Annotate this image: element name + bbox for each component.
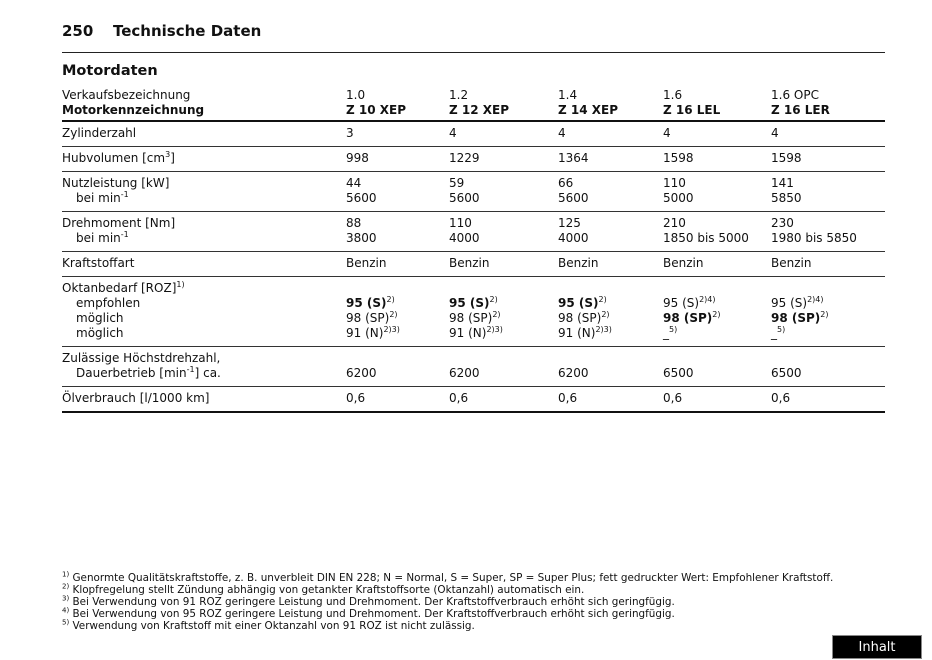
cell: 6200 [558, 366, 589, 380]
engine-code: Z 14 XEP [558, 103, 618, 117]
footnote: $^{4)}$ Bei Verwendung von 95 ROZ geringere Leistung und Drehmoment. Der Kraftstoffverbrauch erhöht sich geringfügig. [62, 606, 675, 620]
table-row [62, 252, 885, 277]
cell: 59 5600 [449, 176, 480, 205]
cell: 6200 [346, 366, 377, 380]
engine-code: Z 16 LER [771, 103, 830, 117]
cell: 6500 [663, 366, 694, 380]
sales-name: 1.2 [449, 88, 469, 102]
column-header [663, 88, 771, 121]
cell: Benzin [449, 256, 490, 270]
page-number: 250 [62, 22, 94, 40]
cell: Benzin [346, 256, 387, 270]
cell: 110 5000 [663, 176, 694, 205]
header-labels [62, 88, 346, 121]
row-label: Hubvolumen $[cm^3]$ [62, 150, 175, 165]
cell: 95 $(S)^{2)}$ 98 (SP)$^{2)}$ 91 $(N)^{2)3)}$ [449, 295, 503, 340]
cell: 0,6 [346, 391, 366, 405]
page-header [62, 21, 885, 53]
cell: 125 4000 [558, 216, 589, 245]
cell: 4 [663, 126, 671, 140]
cell: 998 [346, 151, 369, 165]
sales-name: 1.4 [558, 88, 578, 102]
table-row [62, 387, 885, 413]
footnote: $^{2)}$ Klopfregelung stellt Zündung abhängig von getankter Kraftstoffsorte (Oktanzahl) automatisch ein. [62, 582, 585, 596]
cell: Benzin [663, 256, 704, 270]
cell: 95 $(S)^{2)}$ 98 (SP)$^{2)}$ 91 $(N)^{2)3)}$ [558, 295, 612, 340]
inhalt-button[interactable]: Inhalt [832, 635, 922, 659]
cell: 4 [449, 126, 457, 140]
cell: Benzin [771, 256, 812, 270]
cell: 230 1980 bis 5850 [771, 216, 857, 245]
table-row [62, 212, 885, 252]
cell: 4 [771, 126, 779, 140]
engine-code: Z 12 XEP [449, 103, 509, 117]
engine-code: Z 10 XEP [346, 103, 406, 117]
row-label: Oktanbedarf [ROZ]$^{1)}$ empfohlen möglich möglich [62, 280, 185, 340]
cell: 6200 [449, 366, 480, 380]
engine-code: Z 16 LEL [663, 103, 721, 117]
row-label: Zylinderzahl [62, 126, 137, 140]
table-row [62, 277, 885, 347]
table-row [62, 121, 885, 147]
chapter-title: Technische Daten [113, 22, 262, 40]
column-header [449, 88, 558, 121]
row-label: Ölverbrauch [l/1000 km] [62, 391, 210, 405]
row-label: Zulässige Höchstdrehzahl, Dauerbetrieb $[\min^{-1}]$ ca. [62, 351, 221, 380]
cell: 95 $(S)^{2)4)}$ 98 (SP)$^{2)}$ _$^{5)}$ [771, 295, 829, 340]
sales-name: 1.0 [346, 88, 366, 102]
cell: 0,6 [771, 391, 791, 405]
cell: 6500 [771, 366, 802, 380]
table-row [62, 172, 885, 212]
cell: 88 3800 [346, 216, 377, 245]
cell: 95 $(S)^{2)}$ 98 (SP)$^{2)}$ 91 $(N)^{2)3)}$ [346, 295, 400, 340]
cell: 3 [346, 126, 354, 140]
cell: 1598 [663, 151, 694, 165]
footnote: $^{1)}$ Genormte Qualitätskraftstoffe, z. B. unverbleit DIN EN 228; N = Normal, S = Super, SP = Super Plus; fett gedruckter Wert: Empfohlener Kraftstoff. [62, 570, 834, 584]
row-label: Drehmoment [Nm] bei $\min^{-1}$ [62, 216, 176, 245]
cell: 0,6 [663, 391, 683, 405]
table-row [62, 347, 885, 387]
column-header [771, 88, 885, 121]
section-title: Motordaten [62, 63, 158, 79]
cell: 210 1850 bis 5000 [663, 216, 749, 245]
cell: 4 [558, 126, 566, 140]
engine-data-table [62, 88, 885, 413]
cell: 1364 [558, 151, 589, 165]
cell: Benzin [558, 256, 599, 270]
row-label: Nutzleistung [kW] bei $\min^{-1}$ [62, 176, 170, 205]
cell: 1229 [449, 151, 480, 165]
cell: 110 4000 [449, 216, 480, 245]
table-header-row [62, 88, 885, 121]
footnote: $^{5)}$ Verwendung von Kraftstoff mit einer Oktanzahl von 91 ROZ ist nicht zulässig. [62, 618, 475, 632]
cell: 1598 [771, 151, 802, 165]
cell: 95 $(S)^{2)4)}$ 98 (SP)$^{2)}$ _$^{5)}$ [663, 295, 721, 340]
engine-code-label: Motorkennzeichnung [62, 103, 205, 117]
cell: 0,6 [449, 391, 469, 405]
sales-name: 1.6 [663, 88, 683, 102]
row-label: Kraftstoffart [62, 256, 135, 270]
footnotes [62, 572, 882, 632]
column-header [558, 88, 663, 121]
column-header [346, 88, 449, 121]
sales-name-label: Verkaufsbezeichnung [62, 88, 191, 102]
footnote: $^{3)}$ Bei Verwendung von 91 ROZ geringere Leistung und Drehmoment. Der Kraftstoffverbrauch erhöht sich geringfügig. [62, 594, 675, 608]
cell: 66 5600 [558, 176, 589, 205]
sales-name: 1.6 OPC [771, 88, 819, 102]
table-row [62, 147, 885, 172]
cell: 141 5850 [771, 176, 802, 205]
cell: 44 5600 [346, 176, 377, 205]
cell: 0,6 [558, 391, 578, 405]
